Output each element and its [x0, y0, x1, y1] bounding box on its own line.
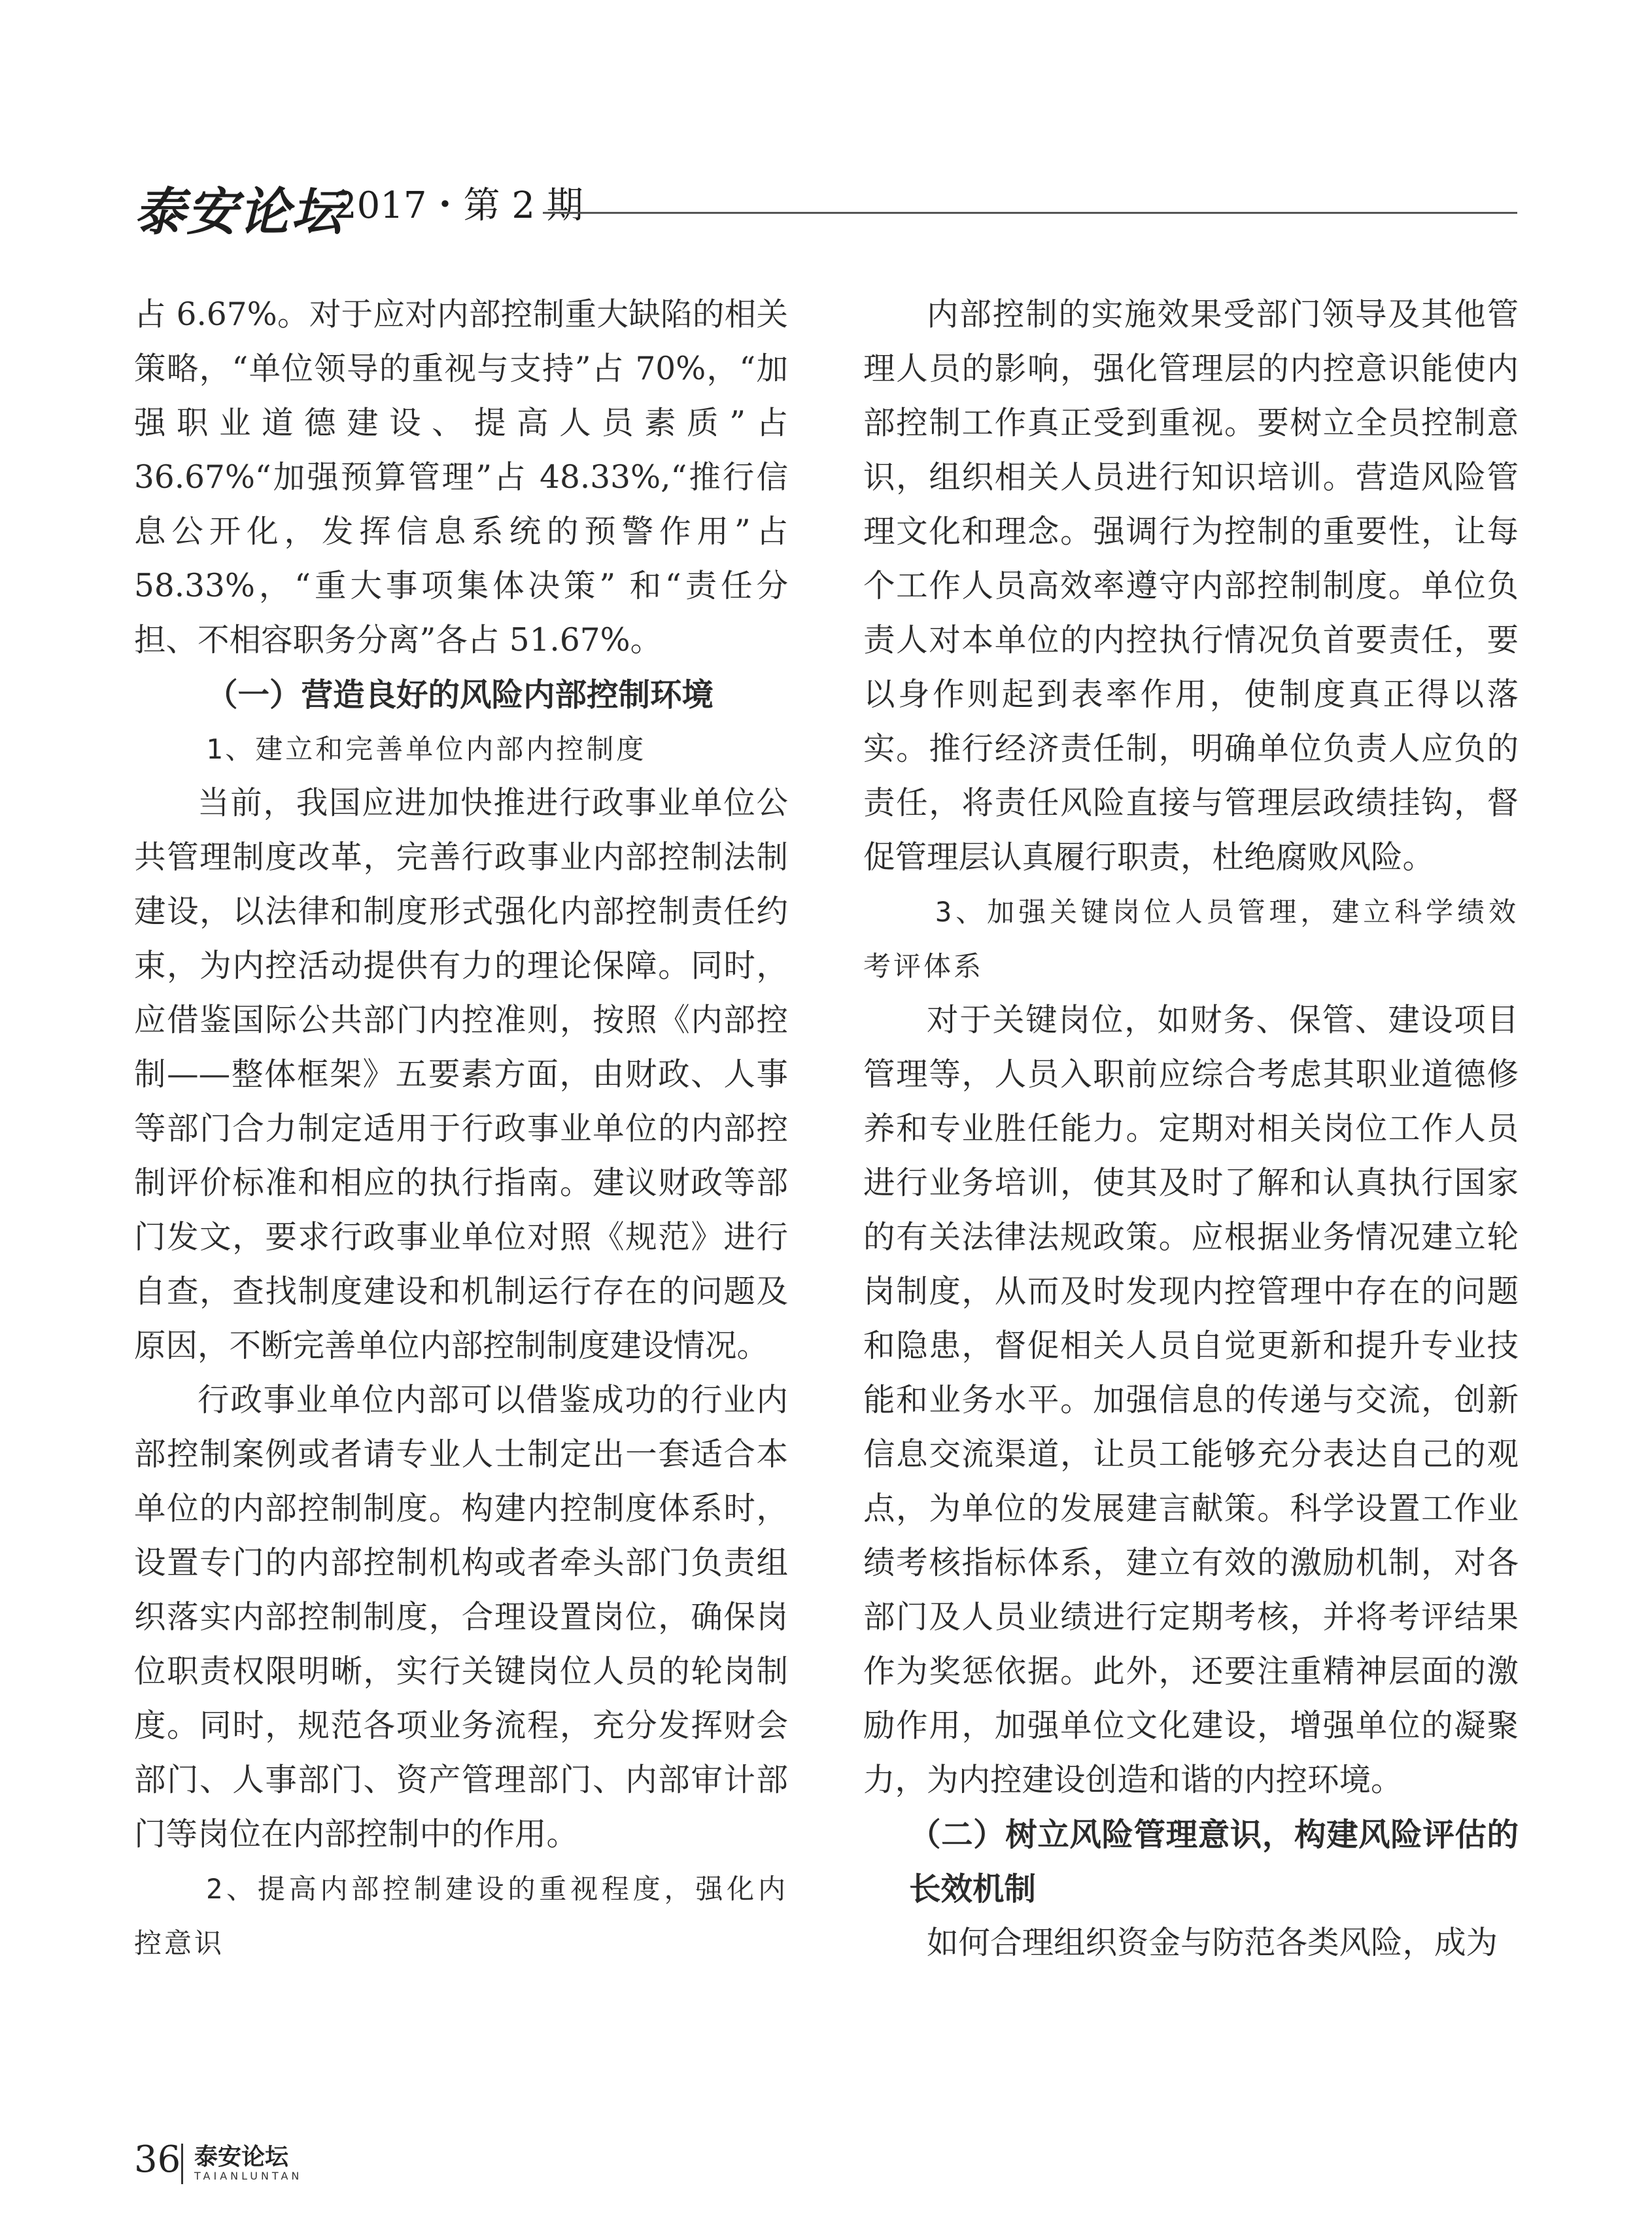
- issue-label: 2017・第 2 期: [334, 184, 583, 227]
- header-rule: [543, 212, 1517, 214]
- subsection-heading: 3、加强关键岗位人员管理，建立科学绩效考评体系: [863, 896, 1519, 982]
- right-column: [863, 288, 1519, 1970]
- page-number: 36: [134, 2138, 181, 2181]
- running-header: [134, 169, 1517, 242]
- paragraph: 内部控制的实施效果受部门领导及其他管理人员的影响，强化管理层的内控意识能使内部控制工作真正受到重视。要树立全员控制意识，组织相关人员进行知识培训。营造风险管理文化和理念。强调行为控制的重要性，让每个工作人员高效率遵守内部控制制度。单位负责人对本单位的内控执行情况负首要责任，要以身作则起到表率作用，使制度真正得以落实。推行经济责任制，明确单位负责人应负的责任，将责任风险直接与管理层政绩挂钩，督促管理层认真履行职责，杜绝腐败风险。: [863, 296, 1519, 876]
- footer-pinyin: TAIANLUNTAN: [194, 2170, 303, 2182]
- paragraph: 行政事业单位内部可以借鉴成功的行业内部控制案例或者请专业人士制定出一套适合本单位的内部控制制度。构建内控制度体系时，设置专门的内部控制机构或者牵头部门负责组织落实内部控制制度，合理设置岗位，确保岗位职责权限明晰，实行关键岗位人员的轮岗制度。同时，规范各项业务流程，充分发挥财会部门、人事部门、资产管理部门、内部审计部门等岗位在内部控制中的作用。: [134, 1382, 788, 1853]
- section-heading: （一）营造良好的风险内部控制环境: [206, 676, 714, 713]
- footer-brand: 泰安论坛: [194, 2144, 289, 2170]
- section-heading: （二）树立风险管理意识，构建风险评估的长效机制: [909, 1816, 1519, 1908]
- subsection-heading: 1、建立和完善单位内部内控制度: [206, 733, 647, 765]
- subsection-heading: 2、提高内部控制建设的重视程度，强化内控意识: [134, 1873, 788, 1959]
- paragraph: 如何合理组织资金与防范各类风险，成为: [927, 1925, 1498, 1961]
- paragraph: 当前，我国应进加快推进行政事业单位公共管理制度改革，完善行政事业内部控制法制建设，以法律和制度形式强化内部控制责任约束，为内控活动提供有力的理论保障。同时，应借鉴国际公共部门内控准则，按照《内部控制——整体框架》五要素方面，由财政、人事等部门合力制定适用于行政事业单位的内部控制评价标准和相应的执行指南。建议财政等部门发文，要求行政事业单位对照《规范》进行自查，查找制度建设和机制运行存在的问题及原因，不断完善单位内部控制制度建设情况。: [134, 785, 788, 1364]
- left-column: [134, 288, 788, 1970]
- journal-logo: 泰安论坛: [134, 182, 344, 242]
- paragraph: 占 6.67%。对于应对内部控制重大缺陷的相关策略，“单位领导的重视与支持”占 70%，“加强职业道德建设、提高人员素质”占 36.67%“加强预算管理”占 48.33%,“推行信息公开化，发挥信息系统的预警作用”占 58.33%，“重大事项集体决策” 和“责任分担、不相容职务分离”各占 51.67%。: [134, 296, 788, 659]
- footer-divider: [181, 2144, 183, 2184]
- paragraph: 对于关键岗位，如财务、保管、建设项目管理等，人员入职前应综合考虑其职业道德修养和专业胜任能力。定期对相关岗位工作人员进行业务培训，使其及时了解和认真执行国家的有关法律法规政策。应根据业务情况建立轮岗制度，从而及时发现内控管理中存在的问题和隐患，督促相关人员自觉更新和提升专业技能和业务水平。加强信息的传递与交流，创新信息交流渠道，让员工能够充分表达自己的观点，为单位的发展建言献策。科学设置工作业绩考核指标体系，建立有效的激励机制，对各部门及人员业绩进行定期考核，并将考评结果作为奖惩依据。此外，还要注重精神层面的激励作用，加强单位文化建设，增强单位的凝聚力，为内控建设创造和谐的内控环境。: [863, 1002, 1519, 1798]
